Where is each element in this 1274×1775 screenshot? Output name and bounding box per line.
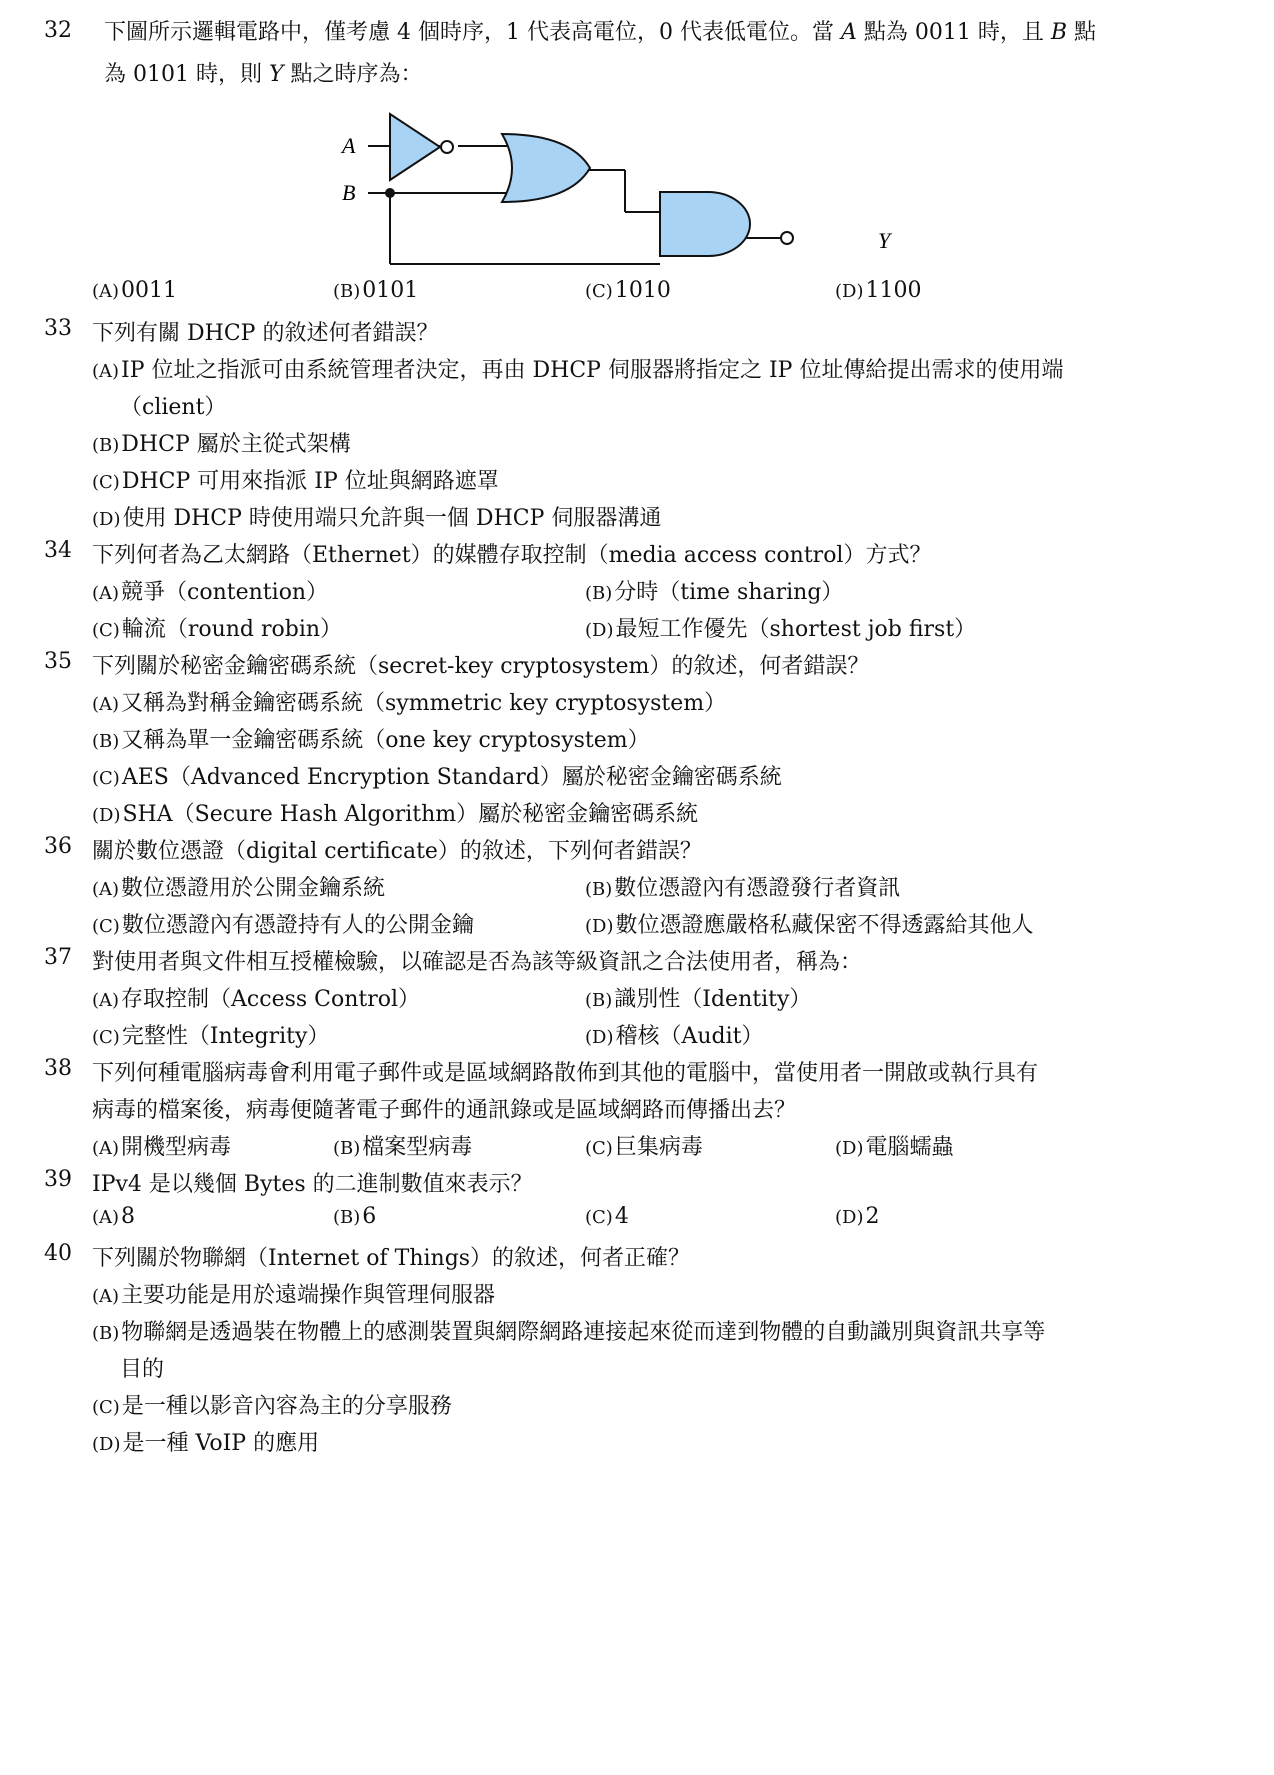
option-text: AES（Advanced Encryption Standard）屬於秘密金鑰密碼系統 bbox=[121, 765, 782, 790]
option-label: (A) bbox=[92, 1286, 120, 1307]
option-label: (D) bbox=[835, 1207, 864, 1228]
option-label: (B) bbox=[585, 583, 613, 604]
option-label: (B) bbox=[333, 281, 361, 302]
question-stem: 下列關於物聯網（Internet of Things）的敘述，何者正確？ bbox=[92, 1246, 691, 1271]
option-text: 競爭（contention） bbox=[121, 580, 329, 605]
option-b[interactable] bbox=[585, 871, 900, 902]
option-text: 0011 bbox=[121, 278, 178, 303]
option-label: (C) bbox=[92, 1397, 120, 1418]
option-text: 完整性（Integrity） bbox=[121, 1024, 330, 1049]
logic-circuit-diagram bbox=[340, 112, 980, 292]
option-label: (D) bbox=[92, 509, 121, 530]
option-label: (D) bbox=[585, 1027, 614, 1048]
option-label: (B) bbox=[585, 990, 613, 1011]
option-a[interactable] bbox=[92, 1278, 495, 1309]
option-text: 數位憑證內有憑證發行者資訊 bbox=[614, 876, 901, 901]
option-a[interactable] bbox=[92, 1204, 135, 1229]
junction-dot bbox=[385, 188, 395, 198]
option-label: (D) bbox=[585, 620, 614, 641]
option-label: (B) bbox=[333, 1207, 361, 1228]
option-d[interactable] bbox=[92, 1426, 319, 1457]
option-label: (A) bbox=[92, 694, 120, 715]
option-text: 巨集病毒 bbox=[614, 1135, 703, 1160]
option-text: 檔案型病毒 bbox=[362, 1135, 473, 1160]
option-c[interactable] bbox=[585, 278, 671, 303]
not-gate bbox=[390, 114, 453, 180]
option-label: (C) bbox=[92, 472, 120, 493]
option-d[interactable] bbox=[835, 1204, 879, 1229]
option-label: (A) bbox=[92, 1207, 120, 1228]
question-number: 36 bbox=[44, 834, 72, 859]
option-text: 1100 bbox=[865, 278, 922, 303]
option-b[interactable] bbox=[92, 427, 351, 458]
option-label: (D) bbox=[835, 1138, 864, 1159]
option-text: 存取控制（Access Control） bbox=[121, 987, 421, 1012]
option-label: (D) bbox=[585, 916, 614, 937]
option-text: 開機型病毒 bbox=[121, 1135, 232, 1160]
option-label: (D) bbox=[92, 805, 121, 826]
option-text: 4 bbox=[614, 1204, 629, 1229]
option-c[interactable] bbox=[92, 760, 782, 791]
question-number: 37 bbox=[44, 945, 72, 970]
question-number: 32 bbox=[44, 18, 72, 43]
option-c[interactable] bbox=[585, 1130, 703, 1161]
option-label: (C) bbox=[92, 620, 120, 641]
option-text: 識別性（Identity） bbox=[614, 987, 812, 1012]
question-number: 40 bbox=[44, 1241, 72, 1266]
option-label: (B) bbox=[92, 435, 120, 456]
option-text: 數位憑證應嚴格私藏保密不得透露給其他人 bbox=[615, 913, 1034, 938]
option-label: (A) bbox=[92, 361, 120, 382]
option-text: SHA（Secure Hash Algorithm）屬於秘密金鑰密碼系統 bbox=[122, 802, 699, 827]
option-text: 是一種 VoIP 的應用 bbox=[122, 1431, 320, 1456]
option-b[interactable] bbox=[585, 982, 811, 1013]
question-stem: 下列關於秘密金鑰密碼系統（secret-key cryptosystem）的敘述，何者錯誤？ bbox=[92, 654, 870, 679]
option-text: 是一種以影音內容為主的分享服務 bbox=[121, 1394, 452, 1419]
option-label: (A) bbox=[92, 281, 120, 302]
option-label: (B) bbox=[92, 731, 120, 752]
option-b[interactable] bbox=[92, 1315, 1045, 1346]
option-c[interactable] bbox=[92, 1019, 329, 1050]
option-d[interactable] bbox=[92, 797, 698, 828]
option-d[interactable] bbox=[585, 908, 1034, 939]
option-label: (C) bbox=[585, 1207, 613, 1228]
option-text: 8 bbox=[121, 1204, 136, 1229]
option-label: (C) bbox=[585, 281, 613, 302]
question-number: 38 bbox=[44, 1056, 72, 1081]
option-b[interactable] bbox=[92, 723, 650, 754]
option-text: 電腦蠕蟲 bbox=[865, 1135, 954, 1160]
option-text: 輪流（round robin） bbox=[121, 617, 343, 642]
option-a-continued: （client） bbox=[120, 395, 227, 420]
question-stem: 下圖所示邏輯電路中，僅考慮 4 個時序，1 代表高電位，0 代表低電位。當 A 點為 0011 時，且 B 點 為 0101 時，則 Y 點之時序為： bbox=[104, 20, 1096, 87]
question-number: 35 bbox=[44, 649, 72, 674]
option-b[interactable] bbox=[333, 1204, 376, 1229]
option-label: (B) bbox=[92, 1323, 120, 1344]
option-label: (B) bbox=[333, 1138, 361, 1159]
option-text: 1010 bbox=[614, 278, 671, 303]
option-text: 分時（time sharing） bbox=[614, 580, 844, 605]
option-c[interactable] bbox=[92, 464, 499, 495]
option-b-continued: 目的 bbox=[120, 1357, 165, 1382]
option-label: (C) bbox=[92, 916, 120, 937]
output-terminal bbox=[781, 232, 793, 244]
option-c[interactable] bbox=[585, 1204, 629, 1229]
question-stem: 下列有關 DHCP 的敘述何者錯誤？ bbox=[92, 321, 439, 346]
option-text: 主要功能是用於遠端操作與管理伺服器 bbox=[121, 1283, 496, 1308]
option-b[interactable] bbox=[585, 575, 843, 606]
option-a[interactable] bbox=[92, 575, 328, 606]
option-c[interactable] bbox=[92, 1389, 452, 1420]
option-label: (C) bbox=[585, 1138, 613, 1159]
option-a[interactable] bbox=[92, 871, 385, 902]
option-c[interactable] bbox=[92, 612, 342, 643]
option-label: (C) bbox=[92, 1027, 120, 1048]
output-y-label: Y bbox=[878, 228, 891, 253]
option-text: 物聯網是透過裝在物體上的感測裝置與網際網路連接起來從而達到物體的自動識別與資訊共享等 bbox=[121, 1320, 1046, 1345]
input-a-label: A bbox=[342, 133, 356, 158]
input-b-label: B bbox=[342, 180, 356, 205]
question-number: 39 bbox=[44, 1167, 72, 1192]
option-label: (A) bbox=[92, 879, 120, 900]
option-a[interactable] bbox=[92, 353, 1063, 384]
question-stem-continued: 病毒的檔案後，病毒便隨著電子郵件的通訊錄或是區域網路而傳播出去？ bbox=[92, 1098, 797, 1123]
option-text: 數位憑證用於公開金鑰系統 bbox=[121, 876, 386, 901]
option-text: 稽核（Audit） bbox=[615, 1024, 764, 1049]
option-d[interactable] bbox=[585, 612, 976, 643]
option-text: 又稱為單一金鑰密碼系統（one key cryptosystem） bbox=[121, 728, 650, 753]
option-c[interactable] bbox=[92, 908, 474, 939]
question-stem: 下列何者為乙太網路（Ethernet）的媒體存取控制（media access control）方式？ bbox=[92, 543, 932, 568]
option-text: 使用 DHCP 時使用端只允許與一個 DHCP 伺服器溝通 bbox=[122, 506, 662, 531]
option-label: (A) bbox=[92, 990, 120, 1011]
question-number: 33 bbox=[44, 316, 72, 341]
option-label: (C) bbox=[92, 768, 120, 789]
option-label: (D) bbox=[835, 281, 864, 302]
and-gate bbox=[660, 192, 750, 256]
option-text: DHCP 屬於主從式架構 bbox=[121, 432, 351, 457]
option-d[interactable] bbox=[92, 501, 661, 532]
option-d[interactable] bbox=[585, 1019, 764, 1050]
option-text: 6 bbox=[362, 1204, 377, 1229]
or-gate bbox=[502, 134, 590, 202]
option-text: DHCP 可用來指派 IP 位址與網路遮罩 bbox=[121, 469, 499, 494]
option-label: (B) bbox=[585, 879, 613, 900]
question-stem: 對使用者與文件相互授權檢驗，以確認是否為該等級資訊之合法使用者，稱為： bbox=[92, 950, 863, 975]
option-b[interactable] bbox=[333, 1130, 472, 1161]
option-text: 0101 bbox=[362, 278, 419, 303]
option-a[interactable] bbox=[92, 278, 177, 303]
question-stem: 下列何種電腦病毒會利用電子郵件或是區域網路散佈到其他的電腦中，當使用者一開啟或執行具有 bbox=[92, 1061, 1039, 1086]
option-b[interactable] bbox=[333, 278, 418, 303]
option-label: (A) bbox=[92, 1138, 120, 1159]
option-a[interactable] bbox=[92, 686, 726, 717]
option-text: 最短工作優先（shortest job first） bbox=[615, 617, 977, 642]
option-text: IP 位址之指派可由系統管理者決定，再由 DHCP 伺服器將指定之 IP 位址傳給提出需求的使用端 bbox=[121, 358, 1064, 383]
question-number: 34 bbox=[44, 538, 72, 563]
option-text: 又稱為對稱金鑰密碼系統（symmetric key cryptosystem） bbox=[121, 691, 727, 716]
option-d[interactable] bbox=[835, 278, 921, 303]
option-text: 數位憑證內有憑證持有人的公開金鑰 bbox=[121, 913, 474, 938]
option-label: (D) bbox=[92, 1434, 121, 1455]
option-text: 2 bbox=[865, 1204, 880, 1229]
option-label: (A) bbox=[92, 583, 120, 604]
option-d[interactable] bbox=[835, 1130, 954, 1161]
question-stem: IPv4 是以幾個 Bytes 的二進制數值來表示？ bbox=[92, 1172, 533, 1197]
question-stem: 關於數位憑證（digital certificate）的敘述，下列何者錯誤？ bbox=[92, 839, 702, 864]
option-a[interactable] bbox=[92, 1130, 231, 1161]
option-a[interactable] bbox=[92, 982, 420, 1013]
